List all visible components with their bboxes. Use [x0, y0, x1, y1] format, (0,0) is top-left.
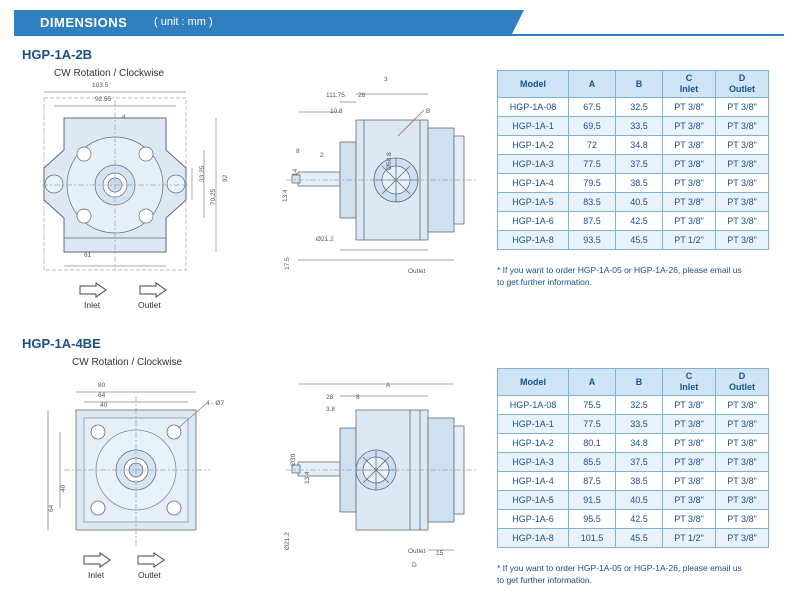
dim-label: 14	[292, 168, 299, 176]
cell-c: PT 3/8"	[663, 117, 716, 136]
cell-a: 91.5	[569, 491, 616, 510]
th-d	[716, 369, 769, 396]
table-row	[498, 415, 769, 434]
dim-label: 3.8	[326, 406, 336, 413]
dim-label: 13.4	[282, 189, 289, 202]
table-row	[498, 155, 769, 174]
cell-d: PT 3/8"	[716, 136, 769, 155]
cell-a: 87.5	[569, 472, 616, 491]
cell-d: PT 3/8"	[716, 434, 769, 453]
th-d-sub: Outlet	[729, 84, 755, 94]
cell-model: HGP-1A-8	[498, 529, 569, 548]
cell-b: 38.5	[616, 174, 663, 193]
dim-label: D	[412, 562, 417, 569]
cell-c: PT 3/8"	[663, 212, 716, 231]
table-row	[498, 231, 769, 250]
dim-label: 103.5	[92, 82, 109, 89]
cell-c: PT 3/8"	[663, 491, 716, 510]
cell-d: PT 3/8"	[716, 415, 769, 434]
cell-b: 40.5	[616, 491, 663, 510]
dim-label: 33.25	[199, 165, 206, 182]
cell-a: 80.1	[569, 434, 616, 453]
cell-c: PT 3/8"	[663, 98, 716, 117]
dim-label: Ø30	[290, 453, 297, 466]
outlet-callout-2: Outlet	[408, 548, 426, 555]
th-d	[716, 71, 769, 98]
table-row	[498, 396, 769, 415]
cell-model: HGP-1A-5	[498, 491, 569, 510]
th-d-main: D	[738, 73, 746, 83]
cell-d: PT 3/8"	[716, 193, 769, 212]
dim-label: 92	[222, 174, 229, 182]
cell-d: PT 3/8"	[716, 396, 769, 415]
cell-d: PT 3/8"	[716, 491, 769, 510]
cell-a: 95.5	[569, 510, 616, 529]
side-view-drawing-1	[278, 80, 488, 280]
cell-model: HGP-1A-08	[498, 396, 569, 415]
dim-label: 4	[122, 114, 126, 121]
th-c	[663, 369, 716, 396]
th-model: Model	[498, 369, 569, 396]
cell-c: PT 3/8"	[663, 453, 716, 472]
dim-label: 28	[358, 92, 366, 99]
dim-label: 64	[48, 504, 55, 512]
rotation-label-1: CW Rotation / Clockwise	[54, 68, 165, 79]
th-model: Model	[498, 71, 569, 98]
cell-d: PT 3/8"	[716, 231, 769, 250]
cell-model: HGP-1A-1	[498, 415, 569, 434]
cell-c: PT 3/8"	[663, 193, 716, 212]
cell-b: 32.5	[616, 98, 663, 117]
cell-c: PT 1/2"	[663, 529, 716, 548]
cell-d: PT 3/8"	[716, 212, 769, 231]
cell-a: 77.5	[569, 155, 616, 174]
cell-a: 69.5	[569, 117, 616, 136]
cell-b: 37.5	[616, 155, 663, 174]
cell-b: 37.5	[616, 453, 663, 472]
dim-label: 64	[98, 392, 106, 399]
dim-label: Ø21.2	[284, 532, 291, 550]
cell-b: 40.5	[616, 193, 663, 212]
cell-a: 75.5	[569, 396, 616, 415]
th-a: A	[569, 71, 616, 98]
dim-label: A	[386, 382, 391, 389]
cell-model: HGP-1A-4	[498, 472, 569, 491]
cell-c: PT 3/8"	[663, 136, 716, 155]
cell-c: PT 3/8"	[663, 174, 716, 193]
table-row	[498, 174, 769, 193]
cell-d: PT 3/8"	[716, 155, 769, 174]
th-c-main: C	[685, 371, 693, 381]
rotation-label-2: CW Rotation / Clockwise	[72, 357, 183, 368]
th-c-main: C	[685, 73, 693, 83]
table-header-row	[498, 71, 769, 98]
th-a: A	[569, 369, 616, 396]
dim-label: 15	[436, 550, 444, 557]
cell-d: PT 3/8"	[716, 510, 769, 529]
cell-a: 72	[569, 136, 616, 155]
dim-label: 111.75	[326, 92, 345, 99]
spec-table-1	[497, 70, 769, 250]
cell-c: PT 3/8"	[663, 434, 716, 453]
cell-c: PT 3/8"	[663, 415, 716, 434]
cell-a: 87.5	[569, 212, 616, 231]
table-row	[498, 491, 769, 510]
table-row	[498, 453, 769, 472]
cell-b: 34.8	[616, 434, 663, 453]
th-b: B	[616, 71, 663, 98]
cell-b: 33.5	[616, 117, 663, 136]
page-title: DIMENSIONS	[40, 15, 128, 30]
th-d-main: D	[738, 371, 746, 381]
cell-d: PT 3/8"	[716, 98, 769, 117]
cell-model: HGP-1A-6	[498, 212, 569, 231]
table-row	[498, 529, 769, 548]
unit-label: ( unit : mm )	[154, 16, 213, 28]
cell-b: 32.5	[616, 396, 663, 415]
th-b: B	[616, 369, 663, 396]
dim-label: 92.55	[95, 96, 112, 103]
cell-model: HGP-1A-5	[498, 193, 569, 212]
cell-a: 67.5	[569, 98, 616, 117]
cell-model: HGP-1A-3	[498, 155, 569, 174]
cell-model: HGP-1A-2	[498, 434, 569, 453]
cell-a: 85.5	[569, 453, 616, 472]
cell-b: 42.5	[616, 510, 663, 529]
inlet-label-2: Inlet	[88, 570, 105, 580]
dim-label: 17.5	[284, 257, 291, 270]
cell-model: HGP-1A-1	[498, 117, 569, 136]
cell-a: 101.5	[569, 529, 616, 548]
table-row	[498, 472, 769, 491]
dim-label: Ø50.8	[386, 152, 393, 170]
cell-c: PT 3/8"	[663, 472, 716, 491]
cell-d: PT 3/8"	[716, 117, 769, 136]
section-title-2: HGP-1A-4BE	[22, 336, 101, 351]
side-view-drawing-2	[278, 370, 488, 570]
cell-a: 83.5	[569, 193, 616, 212]
cell-d: PT 3/8"	[716, 453, 769, 472]
cell-model: HGP-1A-3	[498, 453, 569, 472]
inlet-label-1: Inlet	[84, 300, 101, 310]
cell-b: 42.5	[616, 212, 663, 231]
dim-label: 28	[326, 394, 334, 401]
dim-label: 8	[296, 148, 300, 155]
cell-b: 33.5	[616, 415, 663, 434]
th-d-sub: Outlet	[729, 382, 755, 392]
cell-a: 79.5	[569, 174, 616, 193]
cell-c: PT 3/8"	[663, 510, 716, 529]
cell-b: 45.5	[616, 529, 663, 548]
dim-label: 40	[100, 402, 108, 409]
table-row	[498, 117, 769, 136]
dim-label: 8	[356, 394, 360, 401]
cell-b: 38.5	[616, 472, 663, 491]
dim-label: Outlet	[408, 268, 426, 275]
table-row	[498, 434, 769, 453]
cell-c: PT 1/2"	[663, 231, 716, 250]
th-c	[663, 71, 716, 98]
cell-model: HGP-1A-4	[498, 174, 569, 193]
cell-d: PT 3/8"	[716, 472, 769, 491]
outlet-label-2: Outlet	[138, 570, 161, 580]
dim-label: 3	[384, 76, 388, 83]
dim-label: 70.25	[210, 188, 217, 205]
dim-label: 13.4	[304, 471, 311, 484]
banner-rule	[14, 34, 784, 36]
outlet-label-1: Outlet	[138, 300, 161, 310]
section-title-1: HGP-1A-2B	[22, 47, 93, 62]
cell-model: HGP-1A-2	[498, 136, 569, 155]
outlet-callout: Ø21.2	[316, 236, 334, 243]
table-row	[498, 98, 769, 117]
dim-label: 40	[60, 484, 67, 492]
dimensions-banner	[14, 10, 784, 36]
table-note-2: * If you want to order HGP-1A-05 or HGP-1A-26, please email us to get further information.	[497, 563, 742, 585]
cell-d: PT 3/8"	[716, 174, 769, 193]
cell-c: PT 3/8"	[663, 155, 716, 174]
table-note-1: * If you want to order HGP-1A-05 or HGP-1A-26, please email us to get further information.	[497, 265, 742, 287]
dim-label: 2	[320, 152, 324, 159]
cell-a: 93.5	[569, 231, 616, 250]
table-row	[498, 136, 769, 155]
table-header-row	[498, 369, 769, 396]
table-row	[498, 510, 769, 529]
cell-model: HGP-1A-8	[498, 231, 569, 250]
dim-label: 10.8	[330, 108, 343, 115]
bolt-callout-2: 4 - Ø7	[206, 400, 225, 407]
cell-c: PT 3/8"	[663, 396, 716, 415]
cell-d: PT 3/8"	[716, 529, 769, 548]
cell-model: HGP-1A-08	[498, 98, 569, 117]
pt-callout-1: B	[426, 108, 431, 115]
table-row	[498, 212, 769, 231]
dim-label: 80	[98, 382, 106, 389]
cell-b: 34.8	[616, 136, 663, 155]
th-c-sub: Inlet	[679, 382, 699, 392]
cell-b: 45.5	[616, 231, 663, 250]
cell-a: 77.5	[569, 415, 616, 434]
spec-table-2	[497, 368, 769, 548]
dim-label: 61	[84, 252, 92, 259]
th-c-sub: Inlet	[679, 84, 699, 94]
cell-model: HGP-1A-6	[498, 510, 569, 529]
table-row	[498, 193, 769, 212]
